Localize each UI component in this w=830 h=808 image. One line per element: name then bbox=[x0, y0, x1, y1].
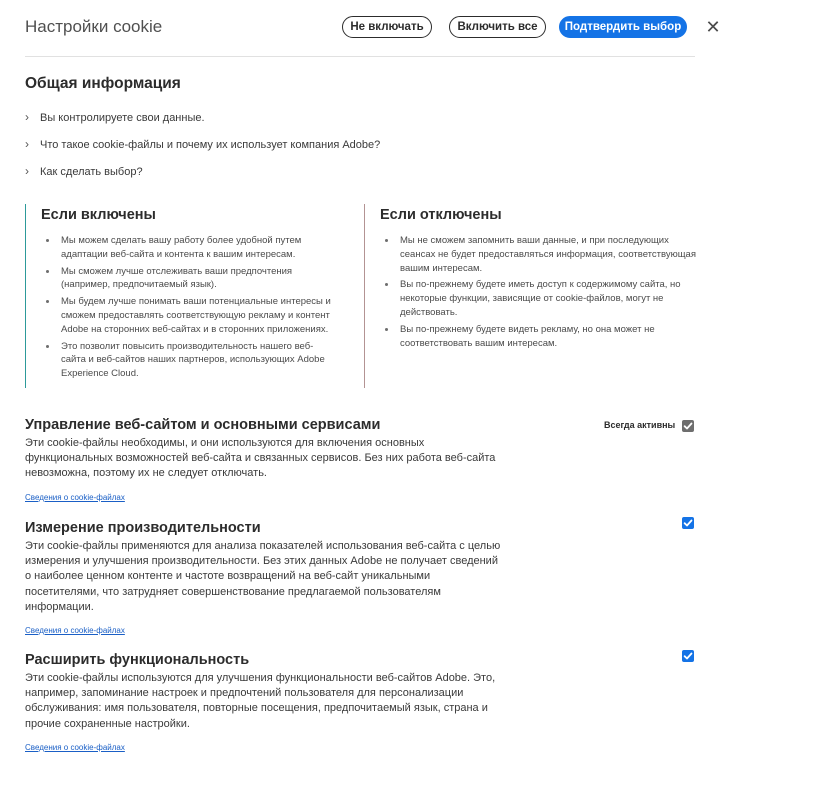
performance-section-title: Измерение производительности bbox=[25, 520, 261, 536]
if-disabled-list bbox=[380, 234, 700, 353]
accordion-item-how-to-choose[interactable] bbox=[25, 163, 143, 179]
if-disabled-panel bbox=[364, 204, 695, 388]
accordion-item-label: Вы контролируете свои данные. bbox=[40, 112, 205, 124]
confirm-choice-button[interactable]: Подтвердить выбор bbox=[559, 16, 687, 38]
enable-all-button[interactable]: Включить все bbox=[449, 16, 546, 38]
list-item: Мы будем лучше понимать ваши потенциальные интересы и сможем предоставлять соответствующую рекламу и контент Adobe на сторонних веб-сайтах и в сторонних приложениях. bbox=[61, 295, 336, 336]
essential-checkbox bbox=[682, 420, 694, 432]
cookie-details-link[interactable]: Сведения о cookie-файлах bbox=[25, 743, 125, 752]
if-enabled-heading: Если включены bbox=[41, 207, 156, 223]
cookie-details-link[interactable]: Сведения о cookie-файлах bbox=[25, 493, 125, 502]
dialog-title: Настройки cookie bbox=[25, 17, 163, 36]
essential-section-description: Эти cookie-файлы необходимы, и они используются для включения основных функциональных возможностей веб-сайта и связанных сервисов. Без них работа веб-сайта невозможна, поэтому их не следует отключать. bbox=[25, 437, 496, 480]
cookie-details-link[interactable]: Сведения о cookie-файлах bbox=[25, 626, 125, 635]
essential-section-title: Управление веб-сайтом и основными сервисами bbox=[25, 417, 381, 433]
functionality-section-title: Расширить функциональность bbox=[25, 652, 250, 668]
performance-section-description: Эти cookie-файлы применяются для анализа показателей использования веб-сайта с целью измерения и улучшения производительности. Без этих данных Adobe не получает сведений о наиболее ценном контенте и частоте возвращений на веб-сайт уникальными посетителями, что затрудняет совершенствование предлагаемой пользователям информации. bbox=[25, 540, 501, 613]
chevron-right-icon: › bbox=[25, 164, 29, 178]
list-item: Вы по-прежнему будете иметь доступ к содержимому сайта, но некоторые функции, зависящие от cookie-файлов, могут не действовать. bbox=[400, 278, 700, 319]
if-enabled-list bbox=[41, 234, 336, 384]
list-item: Мы сможем лучше отслеживать ваши предпочтения (например, предпочитаемый язык). bbox=[61, 265, 336, 293]
checkmark-icon bbox=[682, 420, 694, 432]
accordion-item-what-are-cookies[interactable] bbox=[25, 136, 380, 152]
list-item: Мы можем сделать вашу работу более удобной путем адаптации веб-сайта и контента к вашим интересам. bbox=[61, 234, 336, 262]
general-info-heading: Общая информация bbox=[25, 75, 181, 92]
chevron-right-icon: › bbox=[25, 137, 29, 151]
accordion-item-control-data[interactable] bbox=[25, 109, 205, 125]
accordion-item-label: Что такое cookie-файлы и почему их использует компания Adobe? bbox=[40, 139, 381, 151]
functionality-checkbox[interactable] bbox=[682, 650, 694, 662]
cookie-header bbox=[25, 14, 725, 42]
checkmark-icon bbox=[682, 517, 694, 529]
close-icon[interactable]: ✕ bbox=[705, 17, 721, 37]
list-item: Мы не сможем запомнить ваши данные, и при последующих сеансах не будет предоставляться информация, соответствующая вашим интересам. bbox=[400, 234, 700, 275]
if-disabled-heading: Если отключены bbox=[380, 207, 502, 223]
always-active-label: Всегда активны bbox=[604, 420, 676, 430]
checkmark-icon bbox=[682, 650, 694, 662]
accordion-item-label: Как сделать выбор? bbox=[40, 166, 143, 178]
if-enabled-panel bbox=[25, 204, 346, 388]
performance-checkbox[interactable] bbox=[682, 517, 694, 529]
list-item: Это позволит повысить производительность нашего веб-сайта и веб-сайтов наших партнеров, использующих Adobe Experience Cloud. bbox=[61, 340, 336, 381]
functionality-section-description: Эти cookie-файлы используются для улучшения функциональности веб-сайтов Adobe. Это, например, запоминание настроек и предпочтений пользователя для персонализации обслуживания: имя пользователя, повторные посещения, предпочитаемый язык, страна и прочие сохраненные настройки. bbox=[25, 672, 496, 730]
chevron-right-icon: › bbox=[25, 110, 29, 124]
decline-button[interactable]: Не включать bbox=[342, 16, 432, 38]
header-divider bbox=[25, 56, 695, 57]
list-item: Вы по-прежнему будете видеть рекламу, но она может не соответствовать вашим интересам. bbox=[400, 323, 700, 351]
